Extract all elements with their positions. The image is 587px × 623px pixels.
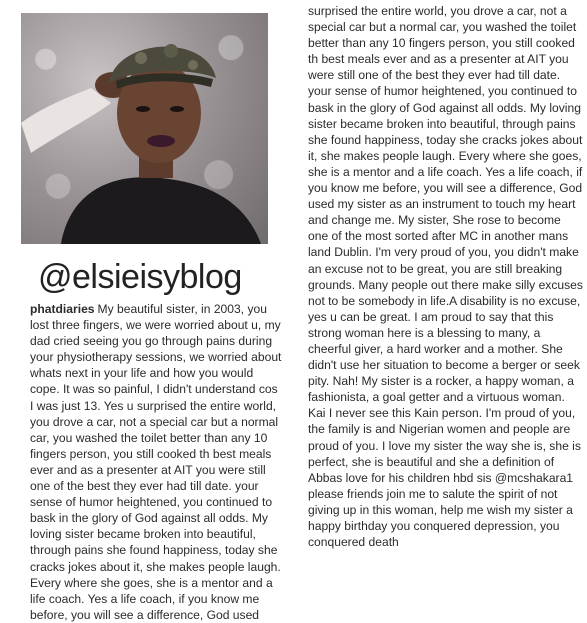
blog-handle: @elsieisyblog [38,258,242,296]
post-caption [30,301,284,623]
username-link[interactable]: phatdiaries [30,302,95,316]
caption-continued: surprised the entire world, you drove a car, not a special car but a normal car, you washed the toilet better than any 10 fingers person, you still cooked th best meals ever and as a presenter at AIT you were still one of the best they ever had till date. your sense of humor heightened, you continued to bask in the glory of God against all odds. My loving sister became broken into beautiful, through pains she found happiness, today she cracks jokes about it, she makes people laugh. Every where she goes, she is a mentor and a life coach. Yes a life coach, if you know me before, you will see a difference, God used my sister as an instrument to touch my heart and change me. My sister, She rose to become one of the most sorted after MC in another mans land Dublin. I'm very proud of you, you didn't make an excuse not to be great, you are still breaking grounds. Many people out there make silly excuses not to be somebody in life.A disability is no excuse, yes u can be great. I am proud to say that this strong woman here is a blessing to many, a cheerful giver, a hard worker and a mother. She didn't use her situation to become a berger or seek pity. Nah! My sister is a rocker, a happy woman, a fashionista, a goal getter and a virtuous woman. Kai I never see this Kain person. I'm proud of you, the family is and Nigerian women and people are proud of you. I love my sister the way she is, she is perfect, she is beautiful and she a definition of Abbas love for his children hbd sis @mcshakara1 please friends join me to salute the spirit of not giving up in this woman, help me wish my sister a happy birthday you conquered depression, you conquered death [308,4,583,550]
profile-photo [21,13,268,244]
caption-text: My beautiful sister, in 2003, you lost three fingers, we were worried about u, my dad cried seeing you go through pains during your physiotherapy sessions, we worried about whats next in your life and how you would cope. It was so painful, I didn't understand cos I was just 13. Yes u surprised the entire world, you drove a car, not a special car but a normal car, you washed the toilet better than any 10 fingers person, you still cooked th best meals ever and as a presenter at AIT you were still one of the best they ever had till date. your sense of humor heightened, you continued to bask in the glory of God against all odds. My loving sister became broken into beautiful, through pains she found happiness, today she cracks jokes about it, she makes people laugh. Every where she goes, she is a mentor and a life coach. Yes a life coach, if you know me before, you will see a difference, God used [30,302,282,622]
portrait-illustration [21,13,268,244]
